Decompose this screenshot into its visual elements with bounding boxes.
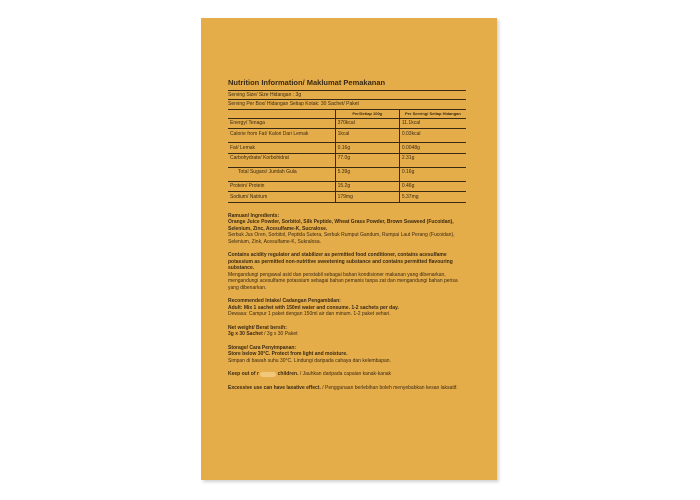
- ingredients-ms: Serbuk Jus Oren, Sorbitol, Peptida Sutera, Serbuk Rumput Gandum, Rumpai Laut Perang (Fucoidan), Selenium, Zink, Acesulfame-K, Sukralosa.: [228, 232, 455, 245]
- nutrition-title: Nutrition Information/ Maklumat Pemakanan: [228, 78, 466, 91]
- row-perserving: 0.46g: [399, 181, 466, 192]
- row-per100: 15.2g: [335, 181, 399, 192]
- weight-section: [228, 325, 466, 338]
- row-per100: 179mg: [335, 192, 399, 203]
- children-warning: [228, 371, 466, 378]
- intake-ms: Dewasa: Campur 1 paket dengan 150ml air dan minum. 1-2 paket sehari.: [228, 311, 391, 318]
- row-per100: 0.16g: [335, 143, 399, 154]
- intake-heading: Recommended Intake/ Cadangan Pengambilan:: [228, 298, 341, 305]
- table-row: [228, 143, 466, 154]
- intake-section: [228, 298, 466, 318]
- print-smudge: [260, 372, 276, 377]
- table-row: [228, 118, 466, 129]
- storage-ms: Simpan di bawah suhu 30°C. Lindungi daripada cahaya dan kelembapan.: [228, 357, 391, 364]
- row-label: Protein/ Protein: [228, 181, 335, 192]
- weight-heading: Net weight/ Berat bersih:: [228, 324, 287, 331]
- row-per100: 370kcal: [335, 118, 399, 129]
- row-label: Sodium/ Natrium: [228, 192, 335, 203]
- nutrition-table: [228, 110, 466, 203]
- row-perserving: 5.37mg: [399, 192, 466, 203]
- storage-section: [228, 345, 466, 365]
- row-per100: 1kcal: [335, 129, 399, 143]
- table-row: [228, 181, 466, 192]
- additives-en: Contains acidity regulator and stabilizer as permitted food conditioner, contains acesulfame potassium as permitted non-nutritive sweetening substance and contains permitted flavouring substance.: [228, 252, 453, 272]
- product-label: [228, 78, 466, 391]
- table-row: [228, 167, 466, 181]
- additives-ms: Mengandungi pengawal asid dan penstabil sebagai bahan kondisioner makanan yang dibenarkan, mengandungi acesulfame potassium sebagai bahan pemanis tanpa zat dan mengandungi bahan perisa yang dibenarkan.: [228, 271, 458, 291]
- serving-size: Serving Size/ Size Hidangan : 3g: [228, 91, 466, 101]
- table-header-row: [228, 110, 466, 119]
- intake-en: Adult: Mix 1 sachet with 150ml water and consume. 1-2 sachets per day.: [228, 304, 399, 311]
- row-perserving: 2.31g: [399, 153, 466, 167]
- row-label: Fat/ Lemak: [228, 143, 335, 154]
- row-label: Energy/ Tenaga: [228, 118, 335, 129]
- row-label: Carbohydrate/ Korbohidrat: [228, 153, 335, 167]
- servings-per-box: Serving Per Box/ Hidangan Setiap Kotak: 30 Sachet/ Paket: [228, 100, 466, 110]
- additives-section: [228, 252, 466, 291]
- table-row: [228, 129, 466, 143]
- children-ms: / Jauhkan daripada capaian kanak-kanak: [298, 371, 392, 378]
- storage-en: Store below 30°C. Protect from light and moisture.: [228, 351, 348, 358]
- laxative-warning: [228, 385, 466, 392]
- children-en-b: children.: [277, 371, 299, 378]
- weight-line: [228, 331, 466, 338]
- row-label: Calorie from Fat/ Kalori Dari Lemak: [228, 129, 335, 143]
- ingredients-section: [228, 213, 466, 246]
- col-per-100g: Per/Setiap 100g: [335, 110, 399, 119]
- storage-heading: Storage/ Cara Penyimpanan:: [228, 344, 297, 351]
- warning-en: Excessive use can have laxative effect.: [228, 384, 321, 391]
- row-label: Total Sugars/ Jumlah Gula: [228, 167, 335, 181]
- children-en-a: Keep out of r: [228, 371, 259, 378]
- row-per100: 77.0g: [335, 153, 399, 167]
- warning-ms: / Penggunaan berlebihan boleh menyebabkan kesan laksatif.: [320, 384, 458, 391]
- weight-en: 3g x 30 Sachet: [228, 331, 263, 338]
- ingredients-heading: Ramuan/ Ingredients:: [228, 212, 280, 219]
- weight-ms: / 3g x 30 Paket: [262, 331, 298, 338]
- table-row: [228, 153, 466, 167]
- ingredients-en: Orange Juice Powder, Sorbitol, Silk Peptide, Wheat Grass Powder, Brown Seaweed (Fucoidan), Selenium, Zinc, Acesulfame-K, Sucralose.: [228, 219, 454, 232]
- row-perserving: 11.1kcal: [399, 118, 466, 129]
- row-perserving: 0.16g: [399, 167, 466, 181]
- row-perserving: 0.03kcal: [399, 129, 466, 143]
- row-per100: 5.39g: [335, 167, 399, 181]
- row-perserving: 0.0048g: [399, 143, 466, 154]
- col-per-serving: Per Serving/ Setiap Hidangan: [399, 110, 466, 119]
- table-row: [228, 192, 466, 203]
